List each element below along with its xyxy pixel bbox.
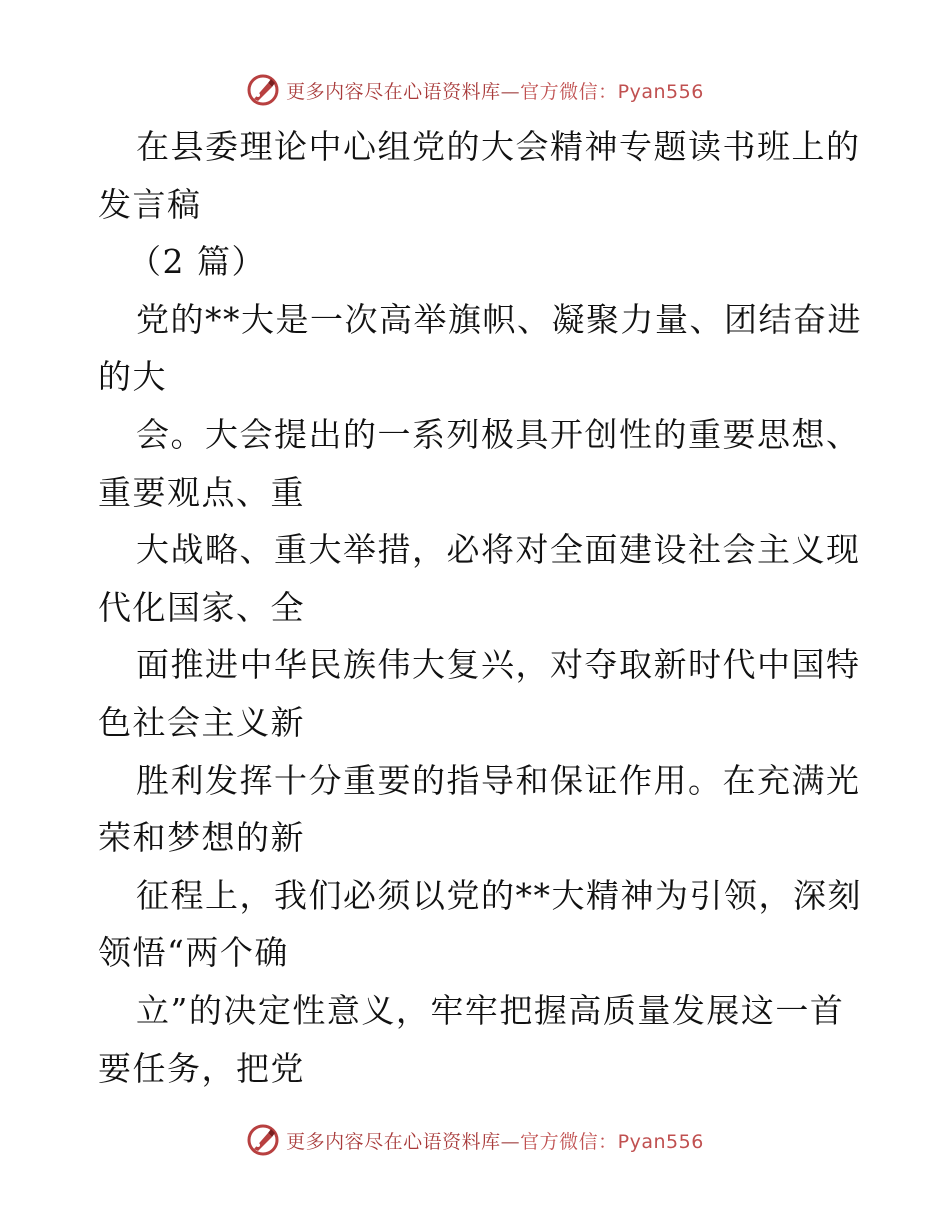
document-subtitle: （2 篇） <box>128 242 266 282</box>
banner-wechat-text: 官方微信：Pyan556 <box>520 80 704 103</box>
banner-brand-text: 更多内容尽在心语资料库 <box>286 1130 501 1153</box>
banner-wechat-text: 官方微信：Pyan556 <box>520 1130 704 1153</box>
paragraph-line: 重要观点、重 <box>98 472 305 512</box>
banner-brand-text: 更多内容尽在心语资料库 <box>286 80 501 103</box>
banner-text <box>286 1127 704 1154</box>
pen-circle-logo-icon <box>246 1123 280 1157</box>
header-banner <box>0 70 950 110</box>
paragraph-line: 党的**大是一次高举旗帜、凝聚力量、团结奋进 <box>136 299 862 339</box>
banner-separator: — <box>500 1130 521 1153</box>
paragraph-line: 代化国家、全 <box>98 587 305 627</box>
banner-separator: — <box>500 80 521 103</box>
paragraph-line: 要任务，把党 <box>98 1048 305 1088</box>
paragraph-line: 面推进中华民族伟大复兴，对夺取新时代中国特 <box>136 645 861 685</box>
footer-banner <box>0 1120 950 1160</box>
paragraph-line: 胜利发挥十分重要的指导和保证作用。在充满光 <box>136 760 861 800</box>
pen-circle-logo-icon <box>246 73 280 107</box>
paragraph-line: 立”的决定性意义，牢牢把握高质量发展这一首 <box>136 990 845 1030</box>
document-title-line-2: 发言稿 <box>98 184 202 224</box>
paragraph-line: 荣和梦想的新 <box>98 818 305 858</box>
paragraph-line: 领悟“两个确 <box>98 933 289 973</box>
document-body <box>98 118 862 1097</box>
document-title-line-1: 在县委理论中心组党的大会精神专题读书班上的 <box>136 127 861 166</box>
banner-text <box>286 77 704 104</box>
paragraph-line: 征程上，我们必须以党的**大精神为引领，深刻 <box>136 875 862 915</box>
paragraph-line: 的大 <box>98 357 167 397</box>
paragraph-line: 大战略、重大举措，必将对全面建设社会主义现 <box>136 530 861 570</box>
paragraph-line: 会。大会提出的一系列极具开创性的重要思想、 <box>136 414 861 454</box>
paragraph-line: 色社会主义新 <box>98 702 305 742</box>
